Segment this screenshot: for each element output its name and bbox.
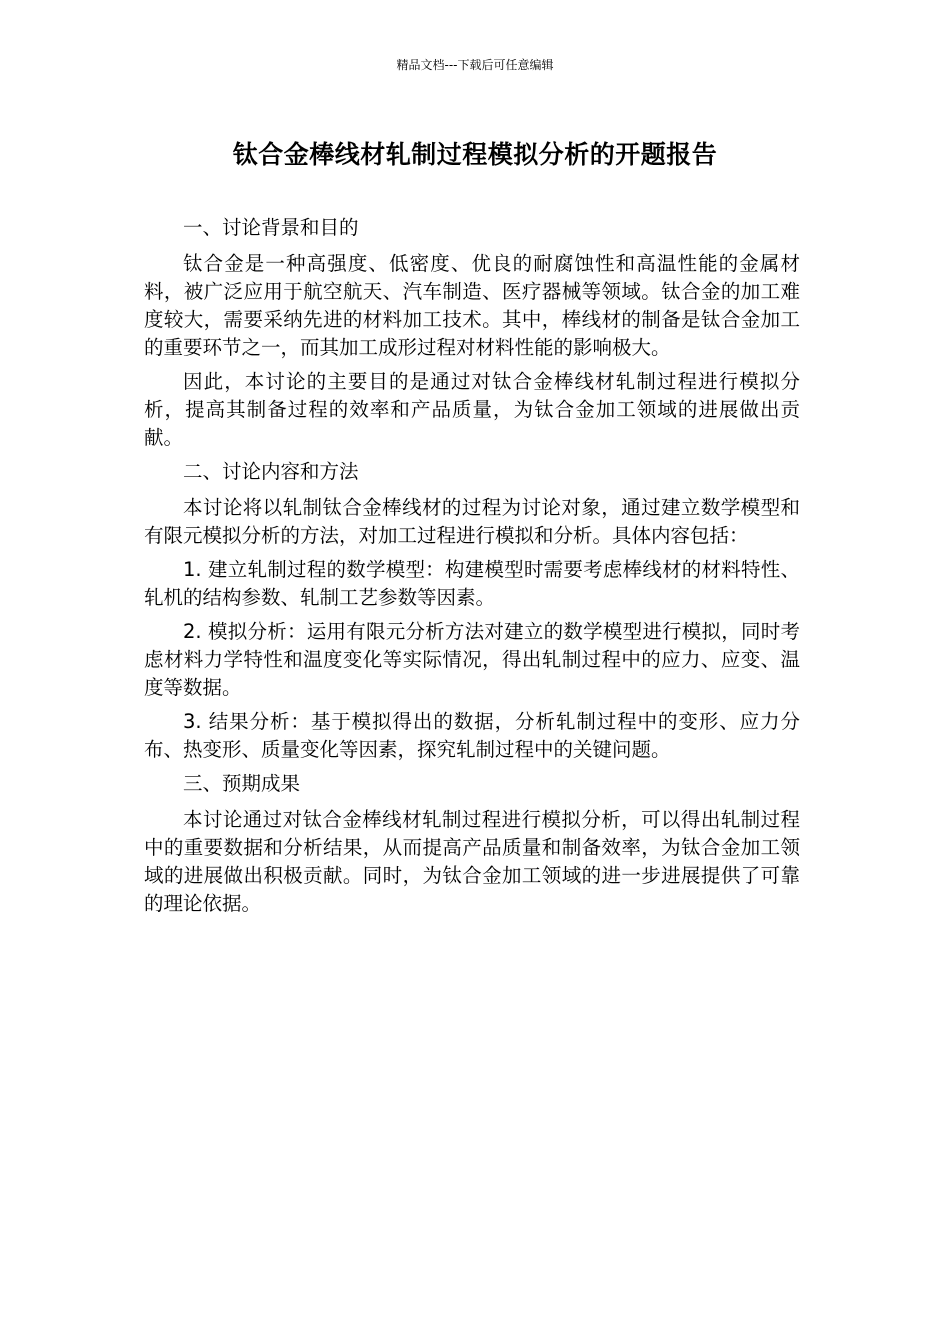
paragraph-content-item-3: 3. 结果分析：基于模拟得出的数据，分析轧制过程中的变形、应力分布、热变形、质量变化等因素，探究轧制过程中的关键问题。 — [144, 710, 800, 761]
paragraph-content-item-2: 2. 模拟分析：运用有限元分析方法对建立的数学模型进行模拟，同时考虑材料力学特性和温度变化等实际情况，得出轧制过程中的应力、应变、温度等数据。 — [144, 620, 800, 699]
section-heading-content-methods: 二、讨论内容和方法 — [183, 460, 359, 483]
section-heading-background: 一、讨论背景和目的 — [183, 216, 359, 239]
page-header: 精品文档---下载后可任意编辑 — [396, 58, 554, 72]
paragraph-expected-results: 本讨论通过对钛合金棒线材轧制过程进行模拟分析，可以得出轧制过程中的重要数据和分析结果，从而提高产品质量和制备效率，为钛合金加工领域的进展做出积极贡献。同时，为钛合金加工领域的进一步进展提供了可靠的理论依据。 — [144, 808, 800, 915]
document-body — [144, 214, 800, 924]
paragraph-content-item-1: 1. 建立轧制过程的数学模型：构建模型时需要考虑棒线材的材料特性、轧机的结构参数、轧制工艺参数等因素。 — [144, 558, 800, 609]
paragraph-content-intro: 本讨论将以轧制钛合金棒线材的过程为讨论对象，通过建立数学模型和有限元模拟分析的方法，对加工过程进行模拟和分析。具体内容包括： — [144, 496, 800, 547]
paragraph-background-2: 因此，本讨论的主要目的是通过对钛合金棒线材轧制过程进行模拟分析，提高其制备过程的效率和产品质量，为钛合金加工领域的进展做出贡献。 — [144, 370, 800, 449]
document-title: 钛合金棒线材轧制过程模拟分析的开题报告 — [232, 140, 718, 169]
paragraph-background-1: 钛合金是一种高强度、低密度、优良的耐腐蚀性和高温性能的金属材料，被广泛应用于航空航天、汽车制造、医疗器械等领域。钛合金的加工难度较大，需要采纳先进的材料加工技术。其中，棒线材的制备是钛合金加工的重要环节之一，而其加工成形过程对材料性能的影响极大。 — [144, 252, 800, 359]
section-heading-expected-results: 三、预期成果 — [183, 772, 301, 795]
